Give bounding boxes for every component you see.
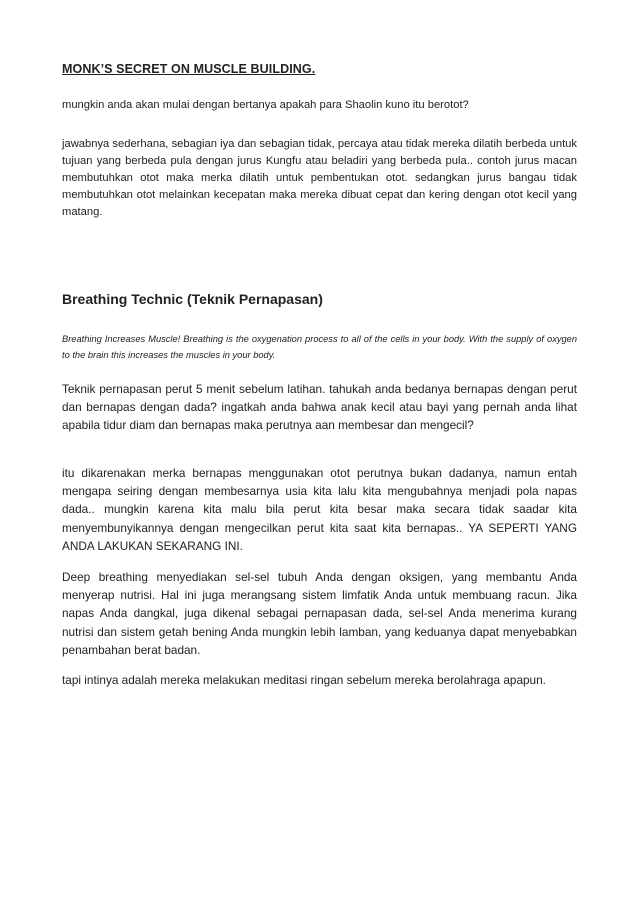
answer-paragraph: jawabnya sederhana, sebagian iya dan sebagian tidak, percaya atau tidak mereka dilatih berbeda untuk tujuan yang berbeda pula dengan jurus Kungfu atau beladiri yang berbeda pula.. contoh jurus macan membutuhkan otot maka merka dilatih untuk pembentukan otot. sedangkan jurus bangau tidak membutuhkan otot melainkan kecepatan maka mereka dibuat cepat dan kering dengan otot kecil yang matang. [62, 138, 577, 218]
section-quote: Breathing Increases Muscle! Breathing is the oxygenation process to all of the cells in your body. With the supply of oxygen to the brain this increases the muscles in your body. [62, 334, 577, 360]
intro-question: mungkin anda akan mulai dengan bertanya apakah para Shaolin kuno itu berotot? [62, 99, 469, 111]
paragraph-3: Deep breathing menyediakan sel-sel tubuh Anda dengan oksigen, yang membantu Anda menyerap nutrisi. Hal ini juga merangsang sistem limfatik Anda untuk membuang racun. Jika napas Anda dangkal, juga dikenal sebagai pernapasan dada, sel-sel Anda menerima kurang nutrisi dan sistem getah bening Anda mungkin lebih lamban, yang keduanya dapat menyebabkan penambahan berat badan. [62, 570, 577, 657]
section-heading: Breathing Technic (Teknik Pernapasan) [62, 291, 323, 307]
paragraph-2: itu dikarenakan merka bernapas menggunakan otot perutnya bukan dadanya, namun entah mengapa seiring dengan membesarnya usia kita lalu kita mengubahnya menjadi pola napas dada.. mungkin karena kita malu bila perut kita besar maka secara tidak saadar kita menyembunyikannya dengan mengecilkan perut kita saat kita bernapas.. YA SEPERTI YANG ANDA LAKUKAN SEKARANG INI. [62, 466, 577, 553]
paragraph-4: tapi intinya adalah mereka melakukan meditasi ringan sebelum mereka berolahraga apapun. [62, 673, 546, 687]
paragraph-1: Teknik pernapasan perut 5 menit sebelum latihan. tahukah anda bedanya bernapas dengan perut dan bernapas dengan dada? ingatkah anda bahwa anak kecil atau bayi yang pernah anda lihat apabila tidur diam dan bernapas maka perutnya aan membesar dan mengecil? [62, 382, 577, 433]
document-title: MONK’S SECRET ON MUSCLE BUILDING. [62, 62, 316, 76]
